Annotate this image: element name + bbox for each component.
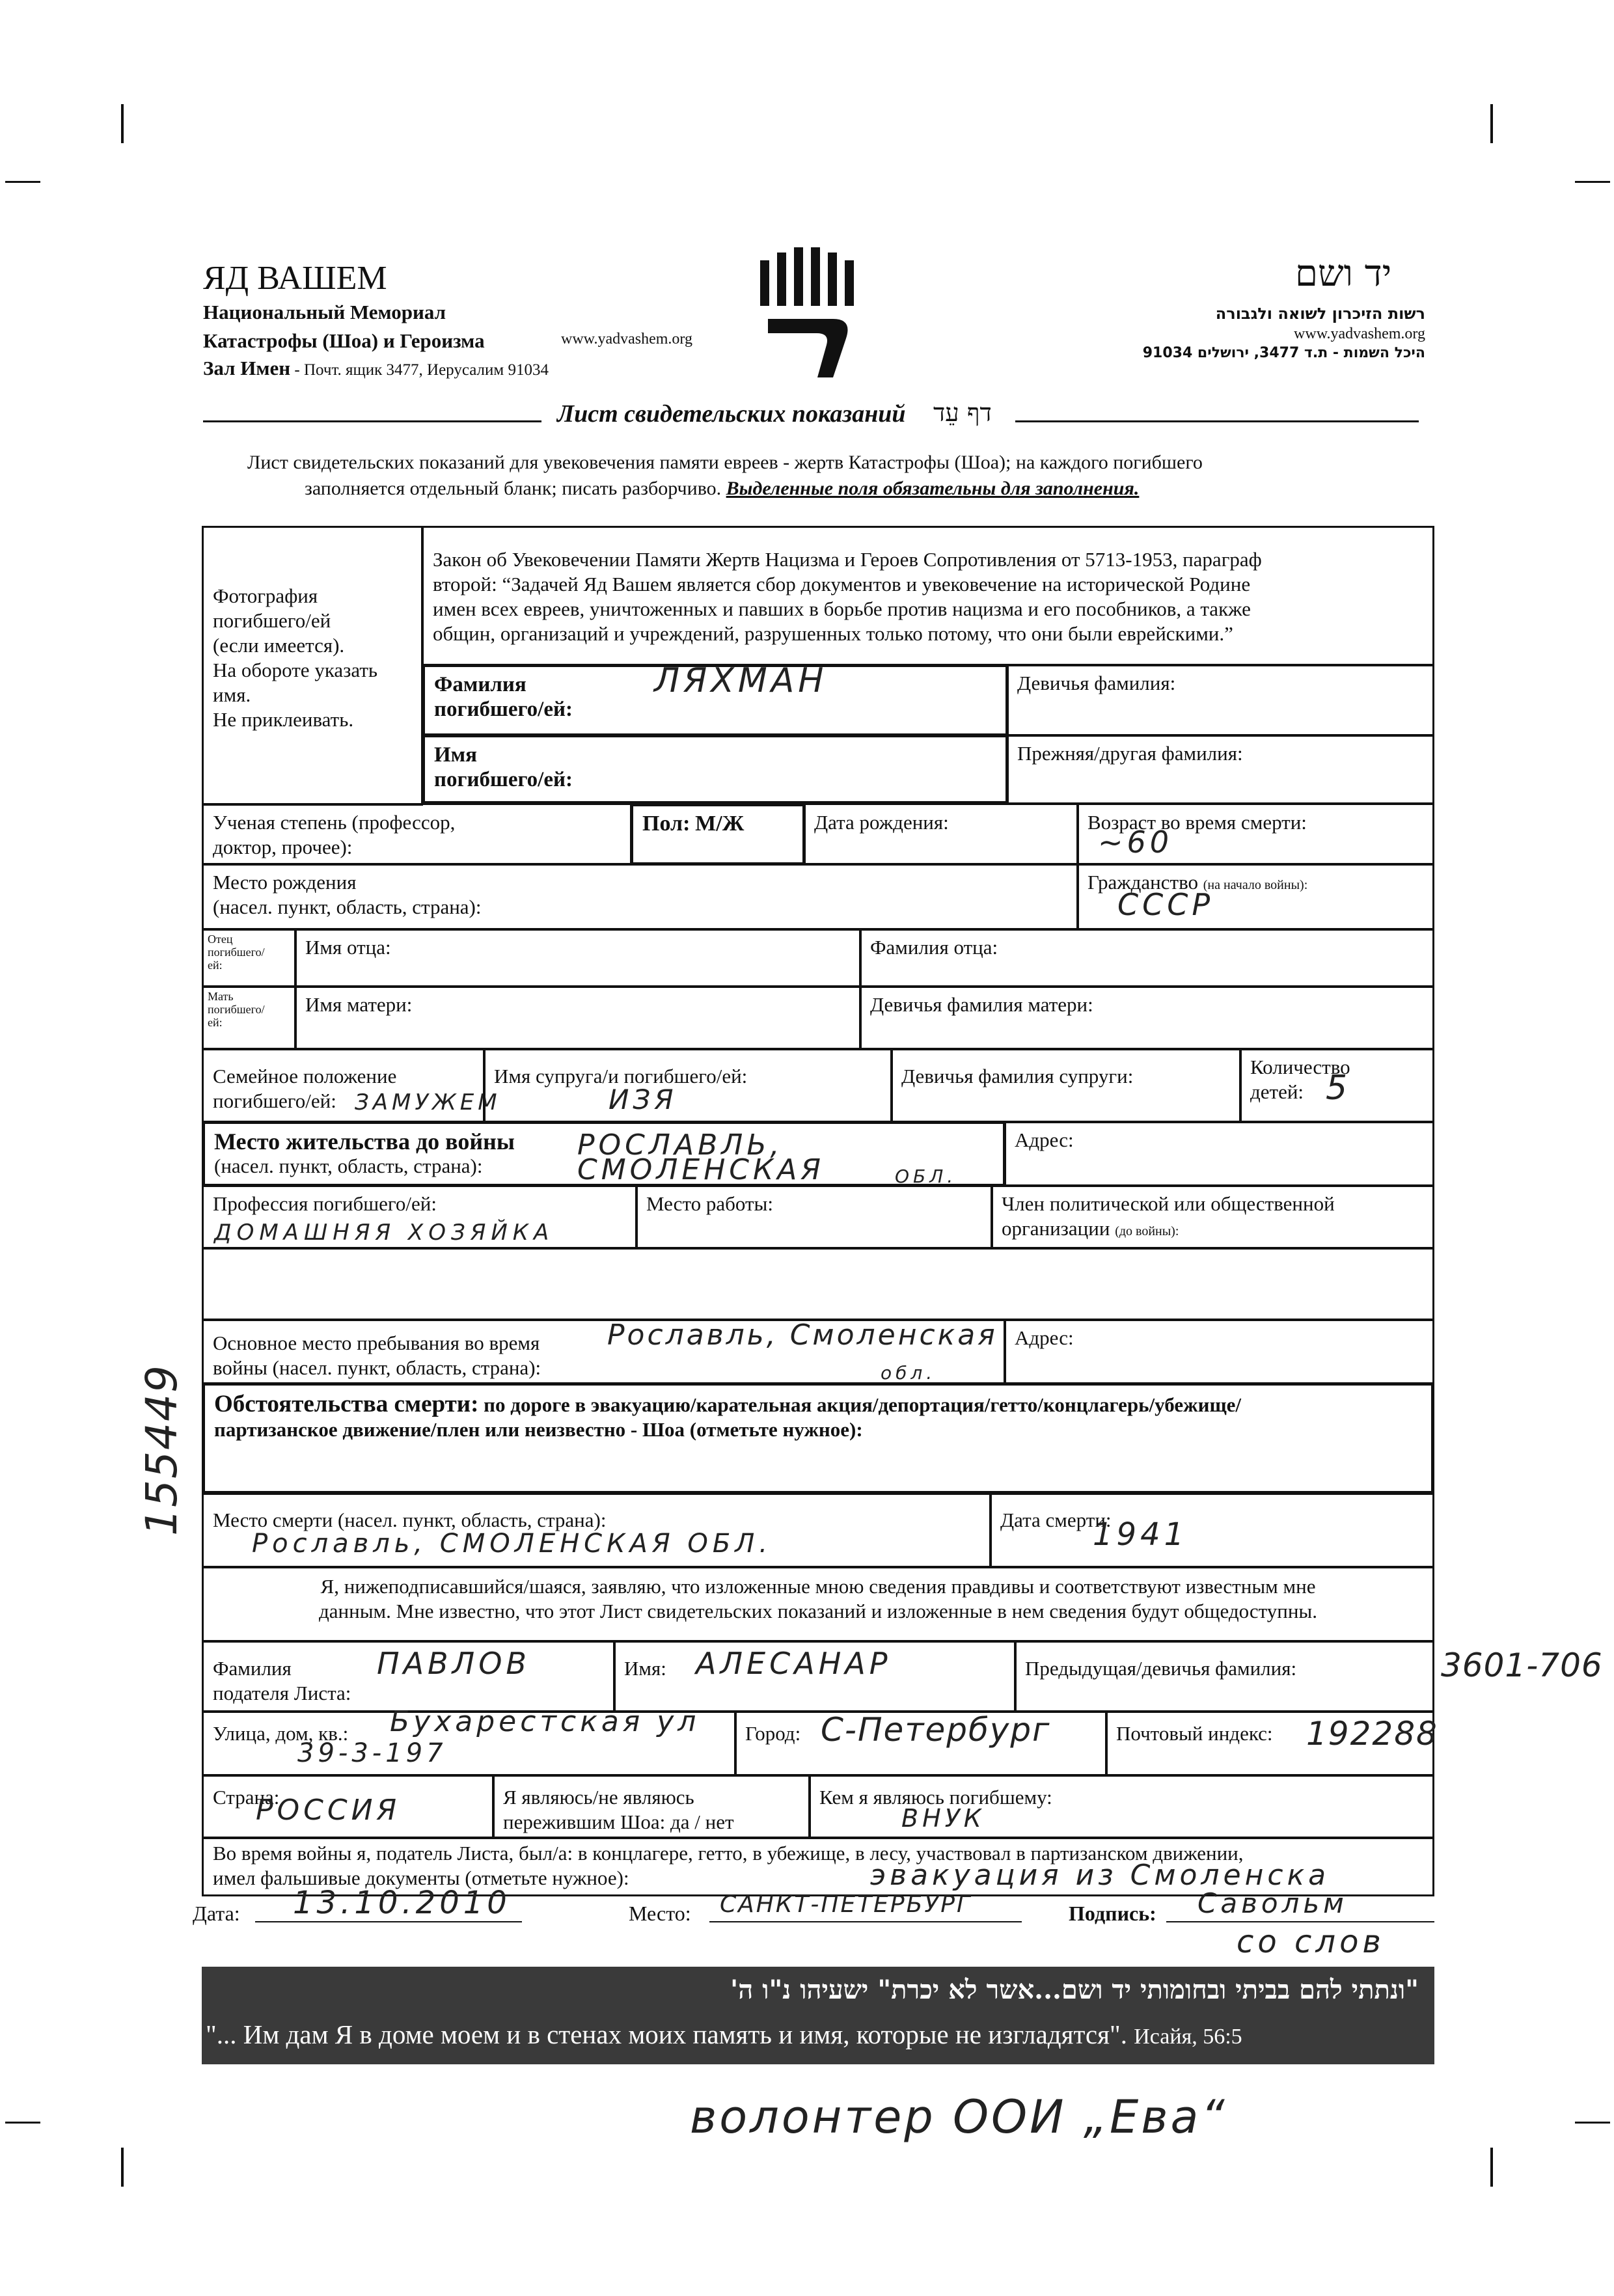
prev-surname-label: Прежняя/другая фамилия: (1017, 742, 1243, 765)
submitter-name-field[interactable] (613, 1640, 1017, 1713)
crop-mark (121, 2148, 124, 2187)
crop-mark (1490, 2148, 1493, 2187)
org-title: ЯД ВАШЕМ (203, 260, 387, 297)
photo-note-6: Не приклеивать. (213, 708, 354, 731)
declaration-1: Я, нижеподписавшийся/шаяся, заявляю, что изложенные мною сведения правдивы и соответствуют известным мне (320, 1575, 1316, 1598)
surname-label-1: Фамилия (434, 673, 527, 696)
surname-field[interactable] (422, 661, 1009, 737)
submitter-prev-field[interactable] (1014, 1640, 1434, 1713)
law-text-4: общин, организаций и учреждений, разрушенных только потому, что они были еврейскими.” (433, 622, 1233, 645)
prewar-address-field[interactable] (1004, 1121, 1434, 1187)
spouse-name-field[interactable] (483, 1048, 893, 1123)
blank-row (202, 1247, 1434, 1321)
death-place-label: Место смерти (насел. пункт, область, страна): (213, 1509, 607, 1531)
circumstances-field[interactable] (202, 1382, 1434, 1494)
crop-mark (1575, 2122, 1610, 2124)
spouse-name-value: ИЗЯ (609, 1084, 677, 1115)
intro-line-1: Лист свидетельских показаний для увековечения памяти евреев - жертв Катастрофы (Шоа); на каждого погибшего (247, 452, 1203, 473)
intro-line-2 (305, 478, 1139, 500)
death-date-value: 1941 (1093, 1516, 1188, 1553)
postcode-label: Почтовый индекс: (1116, 1722, 1273, 1745)
birth-place-label-1: Место рождения (213, 871, 357, 894)
street-field[interactable] (202, 1705, 737, 1777)
birth-date-label: Дата рождения: (814, 811, 949, 834)
law-text-3: имен всех евреев, уничтоженных и павших в борьбе против нацизма и его пособников, а также (433, 597, 1251, 620)
relation-field[interactable] (808, 1774, 1434, 1839)
mother-name-field[interactable] (294, 985, 862, 1050)
hebrew-line-1: רשות הזיכרון לשואה ולגבורה (1215, 305, 1425, 323)
submitter-surname-value: ПАВЛОВ (377, 1646, 530, 1681)
submitter-name-label: Имя: (624, 1657, 666, 1680)
prewar-residence-field[interactable] (202, 1121, 1006, 1187)
street-value-2: 39-3-197 (297, 1738, 447, 1768)
profession-label: Профессия погибшего/ей: (213, 1192, 437, 1215)
date-label: Дата: (193, 1902, 240, 1925)
crop-mark (5, 2122, 40, 2124)
marital-label-1: Семейное положение (213, 1065, 397, 1087)
prewar-address-label: Адрес: (1015, 1128, 1074, 1151)
survivor-label-2: пережившим Шоа: (503, 1811, 666, 1833)
father-side-label (202, 928, 297, 988)
birth-place-label-2: (насел. пункт, область, страна): (213, 895, 482, 918)
country-value: РОССИЯ (256, 1794, 401, 1827)
title-rule-right (1015, 420, 1419, 422)
first-name-label-1: Имя (434, 743, 477, 767)
hall-line (203, 357, 549, 380)
declaration-2: данным. Мне известно, что этот Лист свидетельских показаний и изложенные в нем сведения будут общедоступны. (318, 1600, 1318, 1622)
age-at-death-label: Возраст во время смерти: (1087, 811, 1307, 834)
birth-date-field[interactable] (803, 803, 1079, 866)
document-title: Лист свидетельских показаний (557, 400, 906, 428)
postcode-field[interactable] (1105, 1710, 1438, 1777)
mother-side-3: ей: (208, 1016, 223, 1029)
member-label-1: Член политической или общественной (1002, 1192, 1335, 1215)
wartime-place-label-1: Основное место пребывания во время (213, 1332, 540, 1354)
country-label: Страна: (213, 1786, 280, 1809)
crop-mark (5, 181, 40, 183)
photo-note-3: (если имеется). (213, 634, 345, 657)
hebrew-title: יד ושם (1295, 253, 1392, 295)
law-text-box (422, 526, 1434, 666)
maiden-name-label: Девичья фамилия: (1017, 672, 1176, 694)
first-name-field[interactable] (422, 734, 1009, 804)
mother-maiden-label: Девичья фамилия матери: (870, 993, 1093, 1016)
hall-name: Зал Имен (203, 357, 291, 379)
mother-maiden-field[interactable] (859, 985, 1434, 1050)
profession-field[interactable] (202, 1184, 638, 1250)
marital-label-2: погибшего/ей: (213, 1089, 336, 1112)
citizenship-label: Гражданство (1087, 871, 1199, 894)
prewar-residence-sub: (насел. пункт, область, страна): (214, 1155, 483, 1177)
father-surname-field[interactable] (859, 928, 1434, 988)
country-field[interactable] (202, 1774, 495, 1839)
workplace-field[interactable] (635, 1184, 993, 1250)
marital-value: ЗАМУЖЕМ (355, 1089, 501, 1115)
sex-field[interactable] (630, 803, 806, 866)
bottom-volunteer-note: волонтер ООИ „Ева“ (690, 2090, 1227, 2144)
degree-field[interactable] (202, 803, 633, 866)
document-title-hebrew: דף עֵד (933, 398, 992, 427)
survivor-label-1: Я являюсь/не являюсь (503, 1786, 694, 1809)
photo-note-4: На обороте указать (213, 659, 378, 681)
hall-address: - Почт. ящик 3477, Иерусалим 91034 (290, 361, 549, 379)
photo-note-5: имя. (213, 683, 251, 706)
declaration-box (202, 1566, 1434, 1643)
org-website: www.yadvashem.org (561, 331, 692, 348)
mother-side-2: погибшего/ (208, 1003, 265, 1016)
war-activity-value: эвакуация из Смоленска (870, 1859, 1330, 1892)
submitter-prev-label: Предыдущая/девичья фамилия: (1025, 1657, 1297, 1680)
city-value: С-Петербург (821, 1711, 1051, 1749)
place-line (709, 1921, 1022, 1922)
citizenship-value: СССР (1117, 887, 1214, 922)
intro-text-2: заполняется отдельный бланк; писать разборчиво. (305, 478, 722, 499)
hebrew-website: www.yadvashem.org (1294, 325, 1425, 342)
banner-hebrew: "ונתתי להם בביתי ובחומותי יד ושם...אשר לא יכרת" ישעיהו נ"ו ה' (730, 1975, 1419, 2005)
sex-options: М/Ж (695, 812, 745, 836)
surname-value: ЛЯХМАН (654, 661, 828, 700)
birth-place-field[interactable] (202, 863, 1079, 931)
wartime-address-label: Адрес: (1015, 1326, 1074, 1349)
banner-reference: Исайя, 56:5 (1134, 2025, 1242, 2049)
side-number: 155449 (137, 1364, 187, 1536)
marital-field[interactable] (202, 1048, 501, 1123)
signature-label: Подпись: (1069, 1902, 1156, 1925)
relation-label: Кем я являюсь погибшему: (819, 1786, 1052, 1809)
mother-side-label (202, 985, 297, 1050)
photo-note-1: Фотография (213, 584, 318, 607)
children-field[interactable] (1239, 1048, 1434, 1123)
circumstances-options-2: партизанское движение/плен или неизвестно - Шоа (отметьте нужное): (214, 1418, 863, 1441)
quote-banner (202, 1967, 1434, 2064)
survivor-options: да / нет (670, 1811, 734, 1833)
prewar-residence-label: Место жительства до войны (214, 1128, 515, 1155)
mother-name-label: Имя матери: (305, 993, 413, 1016)
wartime-place-value-2: обл. (881, 1362, 937, 1384)
death-place-field[interactable] (202, 1493, 992, 1568)
hebrew-address: היכל השמות - ת.ד 3477, ירושלים 91034 (1142, 345, 1425, 361)
death-date-label: Дата смерти: (1000, 1509, 1112, 1531)
date-line (255, 1921, 522, 1922)
circumstances-label: Обстоятельства смерти: (214, 1391, 479, 1417)
age-at-death-field[interactable] (1076, 803, 1434, 866)
org-line-1: Национальный Мемориал (203, 301, 446, 323)
photo-box (202, 526, 423, 806)
children-value: 5 (1326, 1069, 1352, 1108)
war-activity-label-2: имел фальшивые документы (отметьте нужное): (213, 1866, 629, 1889)
title-rule-left (203, 420, 541, 422)
banner-russian: "... Им дам Я в доме моем и в стенах моих память и имя, которые не изгладятся". (206, 2019, 1127, 2049)
profession-value: ДОМАШНЯЯ ХОЗЯЙКА (214, 1220, 554, 1246)
submitter-name-value: АЛЕСАНАР (696, 1646, 892, 1681)
spouse-maiden-label: Девичья фамилия супруги: (901, 1065, 1134, 1087)
photo-note-2: погибшего/ей (213, 609, 331, 632)
war-activity-label-1: Во время войны я, податель Листа, был/а: в концлагере, гетто, в убежище, в лесу, участвовал в партизанском движении, (213, 1842, 1244, 1865)
law-text-2: второй: “Задачей Яд Вашем является сбор документов и увековечение на исторической Родине (433, 573, 1251, 595)
spouse-name-label: Имя супруга/и погибшего/ей: (494, 1065, 748, 1087)
survivor-field[interactable] (492, 1774, 811, 1839)
submitter-surname-field[interactable] (202, 1640, 616, 1713)
member-label-2: организации (1002, 1217, 1110, 1240)
wartime-place-value-1: Рославль, Смоленская (607, 1319, 998, 1352)
crop-mark (121, 104, 124, 143)
prewar-residence-value-1: РОСЛАВЛЬ, СМОЛЕНСКАЯ (577, 1128, 825, 1186)
children-label-2: детей: (1250, 1080, 1304, 1103)
citizenship-field[interactable] (1076, 863, 1434, 931)
city-field[interactable] (734, 1710, 1108, 1777)
father-name-label: Имя отца: (305, 936, 391, 959)
death-place-value: Рославль, СМОЛЕНСКАЯ ОБЛ. (252, 1529, 773, 1559)
prev-surname-field[interactable] (1006, 734, 1434, 804)
signature-value: Савольм (1197, 1887, 1348, 1919)
first-name-label-2: погибшего/ей: (434, 768, 573, 791)
father-side-2: погибшего/ (208, 946, 265, 959)
maiden-name-field[interactable] (1006, 664, 1434, 737)
signature-line (1166, 1921, 1434, 1922)
member-note: (до войны): (1115, 1224, 1179, 1238)
street-value-1: Бухарестская ул (390, 1705, 700, 1738)
degree-label-2: доктор, прочее): (213, 836, 353, 858)
submitter-surname-label-2: подателя Листа: (213, 1682, 351, 1704)
street-label: Улица, дом, кв.: (213, 1722, 349, 1745)
place-value: САНКТ-ПЕТЕРБУРГ (720, 1891, 972, 1918)
postcode-value: 192288 (1306, 1715, 1438, 1753)
circumstances-options-1: по дороге в эвакуацию/карательная акция/депортация/гетто/концлагерь/убежище/ (484, 1393, 1241, 1416)
city-label: Город: (745, 1722, 801, 1745)
date-value: 13.10.2010 (293, 1885, 511, 1921)
father-surname-label: Фамилия отца: (870, 936, 998, 959)
death-date-field[interactable] (989, 1493, 1434, 1568)
children-label-1: Количество (1250, 1056, 1350, 1078)
crop-mark (1575, 181, 1610, 183)
crop-mark (1490, 104, 1493, 143)
intro-required: Выделенные поля обязательны для заполнения. (726, 478, 1140, 499)
father-side-3: ей: (208, 959, 223, 972)
mother-side-1: Мать (208, 990, 234, 1003)
degree-label-1: Ученая степень (профессор, (213, 811, 456, 834)
banner-russian-line (206, 2019, 1242, 2050)
age-at-death-value: ~60 (1098, 825, 1173, 860)
law-text-1: Закон об Увековечении Памяти Жертв Нацизма и Героев Сопротивления от 5713-1953, параграф (433, 548, 1262, 571)
signature-note: со слов (1237, 1924, 1385, 1960)
yad-vashem-logo (755, 247, 859, 390)
wartime-place-field[interactable] (202, 1319, 1006, 1385)
spouse-maiden-field[interactable] (890, 1048, 1242, 1123)
father-name-field[interactable] (294, 928, 862, 988)
father-side-1: Отец (208, 933, 233, 946)
surname-label-2: погибшего/ей: (434, 698, 573, 721)
relation-value: ВНУК (901, 1804, 985, 1833)
wartime-place-label-2: войны (насел. пункт, область, страна): (213, 1356, 541, 1379)
member-field[interactable] (991, 1184, 1434, 1250)
org-line-2: Катастрофы (Шоа) и Героизма (203, 329, 485, 352)
citizenship-note: (на начало войны): (1203, 878, 1308, 892)
submitter-surname-label-1: Фамилия (213, 1657, 292, 1680)
place-label: Место: (629, 1902, 691, 1925)
sex-label: Пол: (642, 812, 691, 836)
right-margin-number: 3601-706 (1441, 1647, 1603, 1684)
prewar-residence-value-2: ОБЛ. (895, 1166, 957, 1187)
workplace-label: Место работы: (646, 1192, 773, 1215)
wartime-address-field[interactable] (1004, 1319, 1434, 1385)
